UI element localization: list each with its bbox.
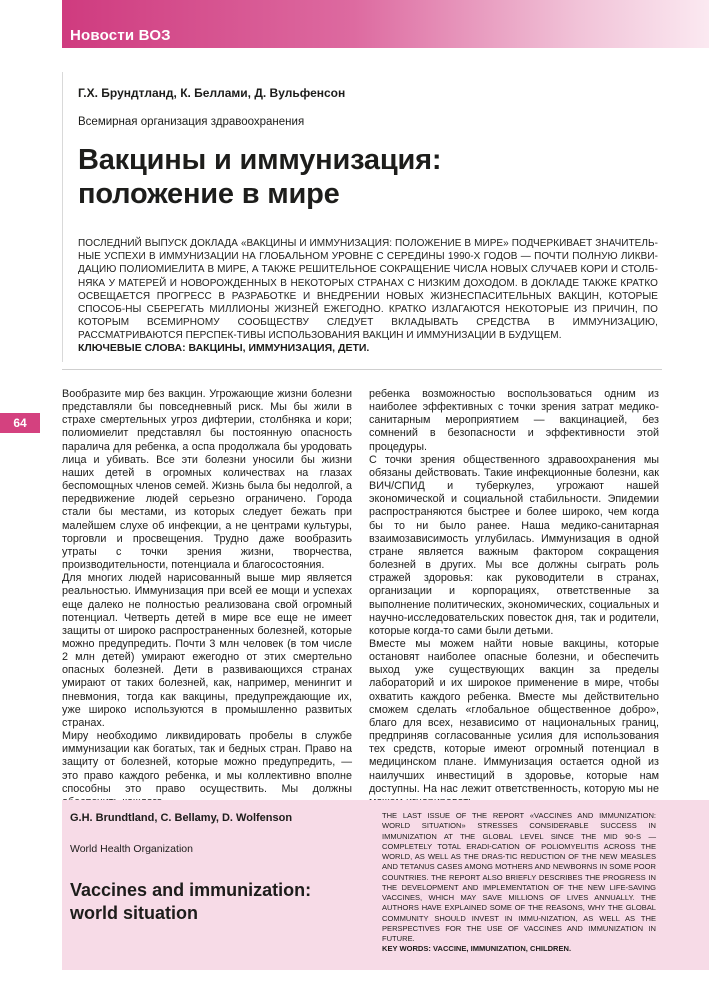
article-keywords: КЛЮЧЕВЫЕ СЛОВА: ВАКЦИНЫ, ИММУНИЗАЦИЯ, ДЕТИ. — [78, 342, 370, 354]
body-paragraph: Миру необходимо ликвидировать пробелы в службе иммунизации как богатых, так и бедных стран. Право на защиту от болезней, которые можно предупредить, — это право каждого ребенка, и мы коллективно вполне способны это право осуществить. Мы должны — [62, 730, 352, 795]
article-title-line-2: положение в мире — [78, 178, 340, 210]
body-paragraph: Для многих людей нарисованный выше мир является реальностью. Иммунизация при всей ее мощи и успехах еще далеко не полностью реализована свой огромный потенциал. Четверть детей в мире все еще не имеет защиты от широко распространенных болезней, которые можно предупредить. Почти 3 млн человек (в том числе 2 млн детей) умирают ежегодно от этих смертельно опасных болезней. Дети в развивающихся странах умирают от таких болезней, как, например, менингит и пневмония, тогда как вакцины, предупреждающие их, уже широко используются в промышленно развитых странах. — [62, 572, 352, 729]
english-title — [70, 879, 350, 925]
english-title-line-1: Vaccines and immunization: — [70, 880, 312, 900]
body-paragraph: ребенка возможностью воспользоваться одним из наиболее эффективных с точки зрения затрат медико-санитарным мероприятием — вакцинацией, без сомнений в безопасности и эффективности этой процедуры. — [369, 388, 659, 453]
article-abstract: ПОСЛЕДНИЙ ВЫПУСК ДОКЛАДА «ВАКЦИНЫ И ИММУНИЗАЦИЯ: ПОЛОЖЕНИЕ В МИРЕ» ПОДЧЕРКИВАЕТ ЗНАЧИТЕЛЬ-НЫЕ УСПЕХИ В ИММУНИЗАЦИИ НА ГЛОБАЛЬНОМ УРОВНЕ С СЕРЕДИНЫ 1990-Х ГОДОВ — ПОЧТИ ПОЛНУЮ ЛИКВИ-ДАЦИЮ ПОЛИОМИЕЛИТА В МИРЕ, А ТАКЖЕ РЕШИТЕЛЬНОЕ СОКРАЩЕНИЕ ЧИСЛА НОВЫХ СЛУЧАЕВ КОРИ И СТОЛБ-НЯКА У МАТЕРЕЙ И НОВОРОЖДЕННЫХ В НЕКОТОРЫХ СТРАНАХ С НИЗКИМ ДОХОДОМ. В ДОКЛАДЕ ТАКЖЕ КРАТКО ОСВЕЩАЕТСЯ ПРОГРЕСС В РАЗРАБОТКЕ И ВНЕДРЕНИИ НОВЫХ ЖИЗНЕСПАСИТЕЛЬНЫХ ВАКЦИН, КОТОРЫЕ СПОСОБ-НЫ СБЕРЕГАТЬ МИЛЛИОНЫ ЖИЗНЕЙ ЕЖЕГОДНО. КРАТКО ИЗЛАГАЮТСЯ НЕКОТОРЫЕ ИЗ ПРИЧИН, ПО КОТОРЫМ ВСЕМИРНОМУ СООБЩЕСТВУ СЛЕДУЕТ ВКЛАДЫВАТЬ СРЕДСТВА В ИММУНИЗАЦИЮ, РАССМАТРИВАЮТСЯ ПЕРСПЕК-ТИВЫ ИСПОЛЬЗОВАНИЯ ВАКЦИН И ИММУНИЗАЦИИ В БУДУЩЕМ. — [78, 238, 658, 342]
body-paragraph: С точки зрения общественного здравоохранения мы обязаны действовать. Такие инфекционные болезни, как ВИЧ/СПИД и туберкулез, угрожают нашей экономической и социальной стабильности. Эпидемии распространяются быстрее и более широко, чем когда бы то ни было ранее. Наша медико-санитарная взаимозависимость углубилась. Иммунизация в одной стране является важным фактором сокращения болезней в других. Мы все должны сыграть роль стражей здоровья: как руководители в странах, организации и корпорациях, ответственные за выполнение политических, экономических, социальных и научно-исследовательских повесток дня, так и родители, которые когда-то сами были детьми. — [369, 453, 659, 637]
english-abstract: THE LAST ISSUE OF THE REPORT «VACCINES AND IMMUNIZATION: WORLD SITUATION» STRESSES CONSIDERABLE SUCCESS IN IMMUNIZATION AT THE GLOBAL LEVEL SINCE THE MID 90-S — COMPLETELY TOTAL ERADI-CATION OF POLIOMYELITIS ACROSS THE WORLD, AS WELL AS THE DRAS-TIC REDUCTION OF THE NEW MEASLES AND TETANUS CASES AMONG MOTHERS AND NEWBORNS IN SOME POOR COUNTRIES. THE REPORT ALSO BRIEFLY DESCRIBES THE PROGRESS IN THE DEVELOPMENT AND IMPLEMENTATION OF THE NEW LIFE-SAVING VACCINES, WHICH MAY SAVE MILLIONS OF LIVES ANNUALLY. THE AUTHORS HAVE EXPLAINED SOME OF THE REASONS, WHY THE GLOBAL COMMUNITY SHOULD INVEST IN IMMU-NIZATION, AS WELL AS THE PERSPECTIVES FOR THE USE OF VACCINES AND IMMUNIZATION IN FUTURE. — [382, 811, 656, 943]
body-paragraph: Вообразите мир без вакцин. Угрожающие жизни болезни представляли бы повседневный риск. Мы бы жили в страхе смертельных угроз дифтерии, столбняка и кори; полиомиелит представлял бы постоянную опасность паралича для ребенка, а оспа продолжала бы уродовать лица и убивать. Все эти болезни уносили бы жизни наших детей в огромных количествах на глазах беспомощных членов семей. Жизнь была бы недолгой, а передвижение людей серьезно ограничено. Города стали бы местами, из которых следует бежать при малейшем слухе об инфекции, а не центрами культуры, торговли и просвещения. Трудно даже вообразить утраты с точки зрения жизни, творчества, производительности, потенциала и благосостояния. — [62, 388, 352, 572]
article-authors: Г.Х. Брундтланд, К. Беллами, Д. Вульфенсон — [78, 86, 346, 100]
body-column-right — [369, 388, 659, 809]
english-keywords: KEY WORDS: VACCINE, IMMUNIZATION, CHILDREN. — [382, 944, 572, 954]
abstract-divider — [62, 369, 662, 370]
english-authors: G.H. Brundtland, C. Bellamy, D. Wolfenson — [70, 812, 293, 824]
english-title-line-2: world situation — [70, 903, 198, 923]
body-paragraph: Вместе мы можем найти новые вакцины, которые остановят наиболее опасные болезни, и обеспечить выход уже существующих вакцин за пределы лабораторий и их широкое применение в мире, чтобы охватить каждого ребенка. Вместе мы действительно сможем сделать «глобальное общественное добро», благо для всех, независимо от национальных границ, предприняв согласованные усилия для использования тех средств, которые имеют огромный потенциал в медицинском плане. Иммунизация остается одной из наилучших инвестиций в здоровье, которые нам доступны. На нас лежит ответственность, которую мы не — [369, 637, 659, 795]
body-column-left — [62, 388, 352, 809]
vertical-rule — [62, 72, 63, 362]
article-title-line-1: Вакцины и иммунизация: — [78, 144, 442, 176]
article-organization: Всемирная организация здравоохранения — [78, 116, 305, 128]
section-title: Новости ВОЗ — [70, 27, 171, 44]
article-title — [78, 143, 638, 211]
english-organization: World Health Organization — [70, 843, 193, 855]
page-number-tab: 64 — [0, 413, 40, 433]
english-abstract-block — [382, 811, 656, 955]
